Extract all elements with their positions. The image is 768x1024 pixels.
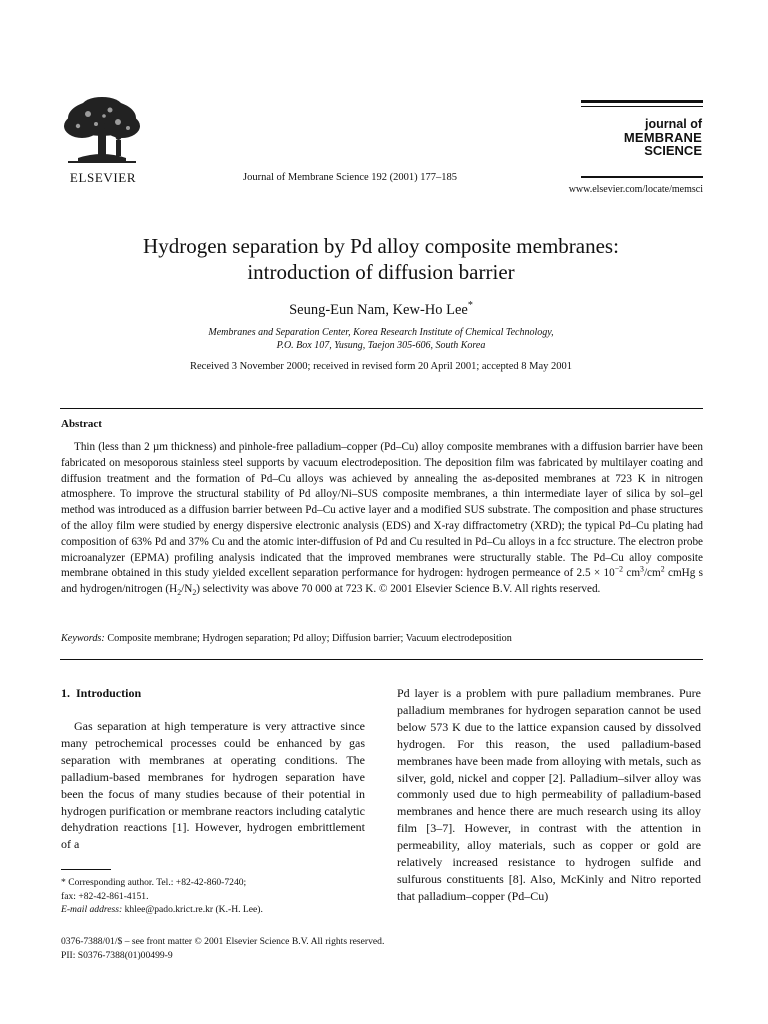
abstract-body: /cm [643,567,661,580]
abstract-heading: Abstract [61,418,102,430]
copyright-line: 0376-7388/01/$ – see front matter © 2001 Elsevier Science B.V. All rights reserved. [61,936,385,947]
abstract-body: cmHg s and hydrogen/nitrogen (H [61,567,703,596]
pii-line: PII: S0376-7388(01)00499-9 [61,950,173,961]
journal-logo-line: SCIENCE [644,143,702,158]
keywords-label: Keywords: [61,633,105,644]
abstract-body: /N [181,583,193,596]
abstract-bottom-rule [60,659,703,660]
footnote-rule [61,869,111,870]
header-rule [581,100,703,103]
email-label: E-mail address: [61,904,123,916]
email-address[interactable]: khlee@pado.krict.re.kr (K.-H. Lee). [122,904,263,916]
abstract-body: ) selectivity was above 70 000 at 723 K. © 2001 Elsevier Science B.V. All rights reserved. [196,583,601,596]
header-rule-bottom [581,176,703,178]
abstract-exponent: 2 [660,564,665,574]
abstract-exponent: −2 [614,564,624,574]
section-number: 1. [61,686,70,700]
abstract-exponent: 3 [640,564,644,574]
intro-left-paragraph: Gas separation at high temperature is very attractive since many petrochemical processes could be enhanced by gas separation with membranes at operating conditions. The palladium-based membranes for hydrogen separation have been the focus of many studies because of their potential in hydrogen purification or membrane reactors including catalytic dehydration reactions [1]. However, hydrogen embrittlement of a [61,719,365,852]
intro-right-paragraph: Pd layer is a problem with pure palladium membranes. Pure palladium membranes for hydrogen separation cannot be used below 573 K due to the lattice expansion caused by dissolved hydrogen. For this reason, the used palladium-based membranes have been made from alloying with metals, such as silver, gold, nickel and copper [2]. Palladium–silver alloy was commonly used due to high permeability of palladium-based membranes and hence there are much research using its alloy film [3–7]. However, in contrast with the attention in permeability, alloy materials, such as copper or gold are relatively increased resistance to hydrogen sulfide and sulfurous constituents [8]. Also, McKinly and Nitro reported that palladium–copper (Pd–Cu) [397,686,701,903]
publisher-name: ELSEVIER [69,170,137,185]
keywords-list: Composite membrane; Hydrogen separation; Pd alloy; Diffusion barrier; Vacuum electrodeposition [104,633,512,644]
abstract-subscript: 2 [177,588,182,598]
elsevier-tree-logo [58,96,146,166]
article-title [58,233,704,285]
journal-logo [590,118,702,157]
title-line: introduction of diffusion barrier [247,260,515,284]
affiliation [58,326,704,352]
header-rule-thin [581,106,703,107]
footnote-line: * Corresponding author. Tel.: +82-42-860-7240; [61,877,247,888]
journal-logo-line: MEMBRANE [623,130,702,145]
journal-logo-line: journal of [645,117,702,131]
section-heading [61,686,141,701]
affiliation-line: Membranes and Separation Center, Korea Research Institute of Chemical Technology, [208,327,554,338]
title-line: Hydrogen separation by Pd alloy composite membranes: [143,234,619,258]
footnote [61,876,365,917]
author-names: Seung-Eun Nam, Kew-Ho Lee [289,302,468,318]
abstract-subscript: 2 [192,588,197,598]
abstract-body: Thin (less than 2 µm thickness) and pinhole-free palladium–copper (Pd–Cu) alloy composite membranes with a diffusion barrier have been fabricated on mesoporous stainless steel supports by vacuum electrodeposition. The deposition film was fabricated by multilayer coating and diffusion treatment and the formation of Pd–Cu alloys was achieved by annealing the as-deposited membranes at 723 K in nitrogen atmosphere. To improve the structural stability of Pd alloy/Ni–SUS composite membranes, a thin intermediate layer of silica by sol–gel method was introduced as a diffusion barrier between Pd–Cu active layer and a modified SUS substrate. The composition and phase structures of the alloy film were studied by energy dispersive electronic analysis (EDS) and X-ray diffractometry (XRD); the typical Pd–Cu plating had composition of 63% Pd and 37% Cu and the atomic inter-diffusion of Pd and Cu resulted in Pd–Cu alloys in a fcc structure. The electron probe microanalyzer (EPMA) profiling analysis indicated that the improved membranes were structurally stable. The Pd–Cu alloy composite membrane obtained in this study yielded excellent separation performance for hydrogen: hydrogen permeance of 2.5 × 10 [61,441,703,580]
authors [58,302,704,319]
affiliation-line: P.O. Box 107, Yusung, Taejon 305-606, South Korea [276,340,486,351]
keywords [61,633,703,644]
abstract-top-rule [60,408,703,409]
article-dates: Received 3 November 2000; received in revised form 20 April 2001; accepted 8 May 2001 [190,361,572,372]
corresponding-mark: * [467,300,473,312]
section-title: Introduction [76,686,142,700]
journal-url[interactable]: www.elsevier.com/locate/memsci [568,184,703,195]
footnote-line: fax: +82-42-861-4151. [61,890,149,902]
abstract-text [61,440,703,598]
footnote-email-line [61,903,365,917]
copyright-footer [61,935,384,963]
abstract-body: cm [623,567,641,580]
journal-citation: Journal of Membrane Science 192 (2001) 177–185 [243,172,458,183]
